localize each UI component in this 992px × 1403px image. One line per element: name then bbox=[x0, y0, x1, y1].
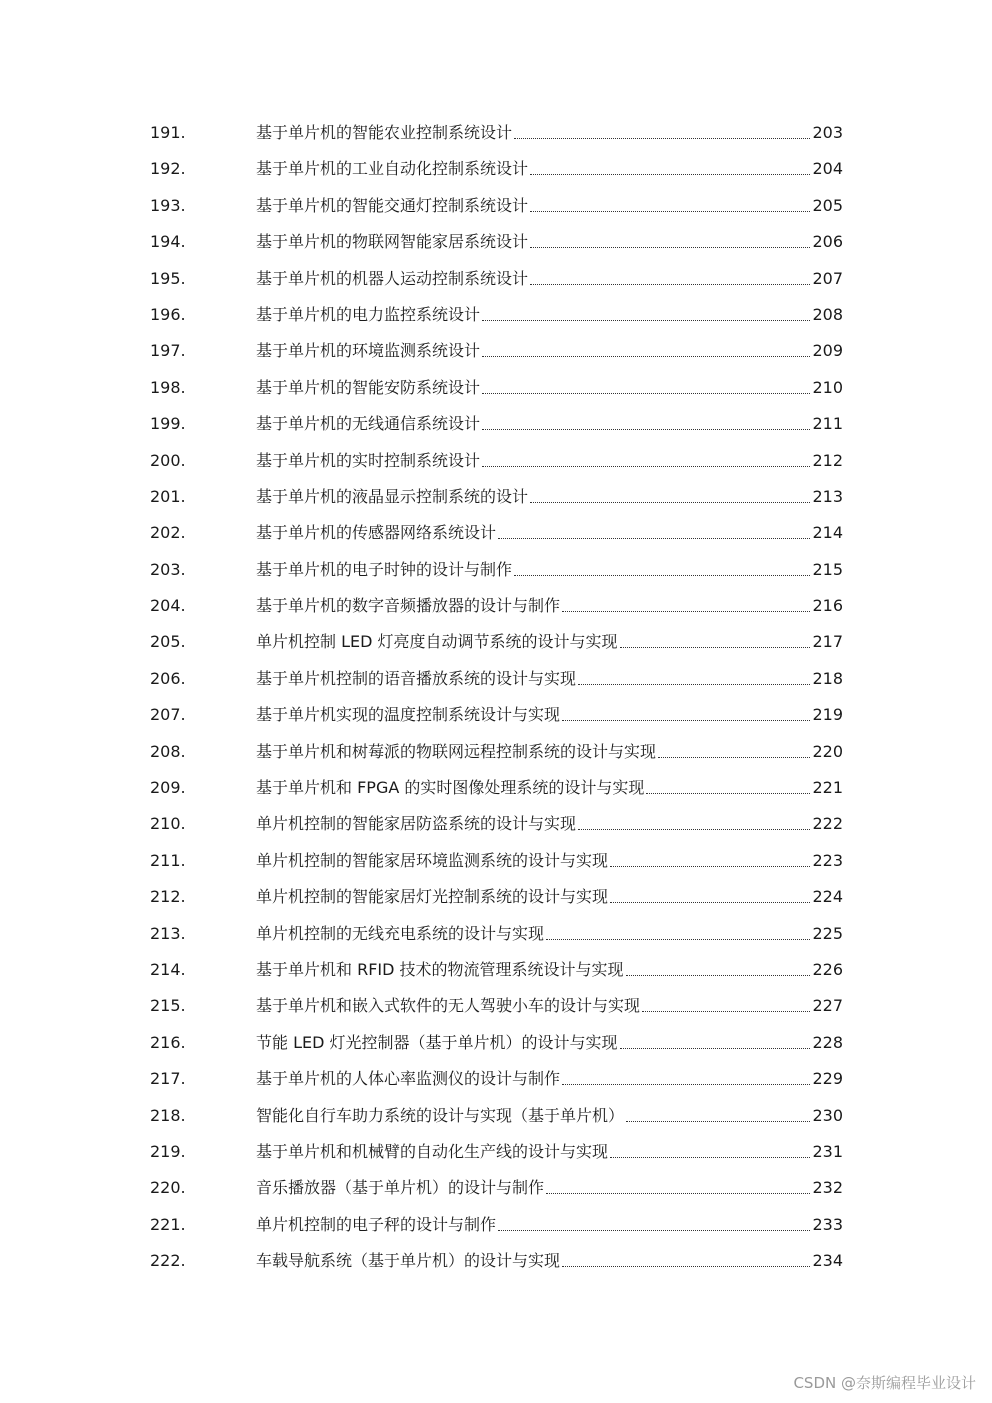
toc-entry-title: 基于单片机控制的语音播放系统的设计与实现 bbox=[256, 668, 577, 688]
toc-entry[interactable] bbox=[0, 806, 992, 842]
toc-entry-page-number: 219 bbox=[812, 705, 843, 725]
toc-entry-number: 203. bbox=[150, 559, 186, 579]
toc-entry-title: 单片机控制的智能家居环境监测系统的设计与实现 bbox=[256, 850, 609, 870]
toc-entry-title: 单片机控制的无线充电系统的设计与实现 bbox=[256, 923, 545, 943]
toc-entry[interactable] bbox=[0, 661, 992, 697]
dot-leader bbox=[610, 902, 810, 903]
toc-entry-number: 217. bbox=[150, 1069, 186, 1089]
toc-entry-title: 车载导航系统（基于单片机）的设计与实现 bbox=[256, 1251, 561, 1271]
toc-entry-number: 219. bbox=[150, 1141, 186, 1161]
toc-entry[interactable] bbox=[0, 734, 992, 770]
toc-entry-title: 智能化自行车助力系统的设计与实现（基于单片机） bbox=[256, 1105, 625, 1125]
toc-entry[interactable] bbox=[0, 151, 992, 187]
toc-entry-number: 220. bbox=[150, 1178, 186, 1198]
dot-leader bbox=[642, 1011, 810, 1012]
toc-entry-page-number: 214 bbox=[812, 523, 843, 543]
toc-entry-page-number: 209 bbox=[812, 341, 843, 361]
toc-entry-page-number: 228 bbox=[812, 1032, 843, 1052]
toc-entry-line bbox=[256, 340, 843, 362]
toc-entry[interactable] bbox=[0, 370, 992, 406]
toc-entry-title: 节能 LED 灯光控制器（基于单片机）的设计与实现 bbox=[256, 1032, 618, 1052]
dot-leader bbox=[514, 575, 810, 576]
toc-entry-title: 基于单片机的环境监测系统设计 bbox=[256, 341, 481, 361]
toc-entry-title: 单片机控制的智能家居防盗系统的设计与实现 bbox=[256, 814, 577, 834]
toc-entry-title: 基于单片机的实时控制系统设计 bbox=[256, 450, 481, 470]
toc-entry[interactable] bbox=[0, 515, 992, 551]
toc-entry-line bbox=[256, 377, 843, 399]
toc-entry-page-number: 216 bbox=[812, 596, 843, 616]
table-of-contents bbox=[0, 115, 992, 1280]
dot-leader bbox=[626, 1121, 810, 1122]
toc-entry-page-number: 203 bbox=[812, 123, 843, 142]
dot-leader bbox=[530, 174, 810, 175]
toc-entry-number: 207. bbox=[150, 705, 186, 725]
toc-entry-number: 196. bbox=[150, 304, 186, 324]
toc-entry-line bbox=[256, 1214, 843, 1236]
toc-entry-title: 基于单片机和 RFID 技术的物流管理系统设计与实现 bbox=[256, 959, 624, 979]
toc-entry-line bbox=[256, 813, 843, 835]
toc-entry-title: 单片机控制的电子秤的设计与制作 bbox=[256, 1214, 497, 1234]
toc-entry-page-number: 226 bbox=[812, 959, 843, 979]
toc-entry-line bbox=[256, 304, 843, 326]
dot-leader bbox=[498, 1230, 810, 1231]
toc-entry[interactable] bbox=[0, 1243, 992, 1279]
toc-entry-number: 197. bbox=[150, 341, 186, 361]
toc-entry-page-number: 230 bbox=[812, 1105, 843, 1125]
toc-entry-line bbox=[256, 923, 843, 945]
toc-entry-line bbox=[256, 413, 843, 435]
watermark: CSDN @奈斯编程毕业设计 bbox=[793, 1374, 976, 1392]
toc-entry-number: 206. bbox=[150, 668, 186, 688]
toc-entry-page-number: 205 bbox=[812, 195, 843, 215]
toc-entry-number: 211. bbox=[150, 850, 186, 870]
toc-entry-page-number: 215 bbox=[812, 559, 843, 579]
toc-entry[interactable] bbox=[0, 588, 992, 624]
toc-entry-title: 基于单片机的人体心率监测仪的设计与制作 bbox=[256, 1069, 561, 1089]
toc-entry-page-number: 231 bbox=[812, 1141, 843, 1161]
dot-leader bbox=[530, 502, 810, 503]
toc-entry-number: 204. bbox=[150, 596, 186, 616]
dot-leader bbox=[658, 757, 810, 758]
toc-entry-title: 单片机控制 LED 灯亮度自动调节系统的设计与实现 bbox=[256, 632, 618, 652]
toc-entry-title: 基于单片机的液晶显示控制系统的设计 bbox=[256, 486, 529, 506]
toc-entry-number: 216. bbox=[150, 1032, 186, 1052]
dot-leader bbox=[620, 647, 811, 648]
toc-entry-title: 基于单片机的电力监控系统设计 bbox=[256, 304, 481, 324]
toc-entry-line bbox=[256, 668, 843, 690]
toc-entry-number: 221. bbox=[150, 1214, 186, 1234]
toc-entry[interactable] bbox=[0, 479, 992, 515]
toc-entry-title: 基于单片机的无线通信系统设计 bbox=[256, 414, 481, 434]
dot-leader bbox=[482, 466, 810, 467]
toc-entry-number: 195. bbox=[150, 268, 186, 288]
toc-entry-number: 198. bbox=[150, 377, 186, 397]
toc-entry-line bbox=[256, 1105, 843, 1127]
toc-entry-number: 191. bbox=[150, 123, 186, 142]
toc-entry[interactable] bbox=[0, 1170, 992, 1206]
toc-entry-page-number: 234 bbox=[812, 1251, 843, 1271]
dot-leader bbox=[482, 393, 810, 394]
toc-entry-number: 212. bbox=[150, 887, 186, 907]
toc-entry-line bbox=[256, 959, 843, 981]
toc-entry-number: 201. bbox=[150, 486, 186, 506]
dot-leader bbox=[498, 538, 810, 539]
toc-entry-title: 基于单片机的传感器网络系统设计 bbox=[256, 523, 497, 543]
toc-entry-line bbox=[256, 231, 843, 253]
toc-entry-page-number: 206 bbox=[812, 232, 843, 252]
toc-entry-number: 213. bbox=[150, 923, 186, 943]
toc-entry-title: 基于单片机的电子时钟的设计与制作 bbox=[256, 559, 513, 579]
toc-entry-number: 214. bbox=[150, 959, 186, 979]
toc-entry-line bbox=[256, 886, 843, 908]
toc-entry-page-number: 210 bbox=[812, 377, 843, 397]
toc-entry[interactable] bbox=[0, 1207, 992, 1243]
toc-entry[interactable] bbox=[0, 770, 992, 806]
dot-leader bbox=[578, 684, 810, 685]
toc-entry-number: 192. bbox=[150, 159, 186, 179]
dot-leader bbox=[562, 611, 810, 612]
toc-entry-line bbox=[256, 486, 843, 508]
toc-entry-line bbox=[256, 268, 843, 290]
toc-entry-line bbox=[256, 995, 843, 1017]
toc-entry-number: 193. bbox=[150, 195, 186, 215]
toc-entry[interactable] bbox=[0, 843, 992, 879]
toc-entry-title: 单片机控制的智能家居灯光控制系统的设计与实现 bbox=[256, 887, 609, 907]
dot-leader bbox=[530, 211, 810, 212]
toc-entry-line bbox=[256, 158, 843, 180]
toc-entry-title: 基于单片机的智能农业控制系统设计 bbox=[256, 123, 513, 142]
dot-leader bbox=[482, 320, 810, 321]
toc-entry-number: 194. bbox=[150, 232, 186, 252]
toc-entry-number: 208. bbox=[150, 741, 186, 761]
toc-entry-page-number: 213 bbox=[812, 486, 843, 506]
toc-entry-page-number: 229 bbox=[812, 1069, 843, 1089]
dot-leader bbox=[562, 1266, 810, 1267]
toc-entry-line bbox=[256, 1068, 843, 1090]
toc-entry-line bbox=[256, 122, 843, 144]
toc-entry[interactable] bbox=[0, 1134, 992, 1170]
toc-entry-title: 基于单片机的数字音频播放器的设计与制作 bbox=[256, 596, 561, 616]
toc-entry-number: 210. bbox=[150, 814, 186, 834]
toc-entry-line bbox=[256, 1177, 843, 1199]
toc-entry-page-number: 212 bbox=[812, 450, 843, 470]
toc-entry-page-number: 224 bbox=[812, 887, 843, 907]
toc-entry-title: 基于单片机的智能安防系统设计 bbox=[256, 377, 481, 397]
dot-leader bbox=[546, 1193, 810, 1194]
toc-entry[interactable] bbox=[0, 552, 992, 588]
dot-leader bbox=[610, 1157, 810, 1158]
toc-entry-page-number: 211 bbox=[812, 414, 843, 434]
toc-entry-title: 基于单片机的物联网智能家居系统设计 bbox=[256, 232, 529, 252]
toc-entry-page-number: 207 bbox=[812, 268, 843, 288]
toc-entry-number: 199. bbox=[150, 414, 186, 434]
toc-entry-page-number: 225 bbox=[812, 923, 843, 943]
toc-entry[interactable] bbox=[0, 297, 992, 333]
toc-entry[interactable] bbox=[0, 697, 992, 733]
dot-leader bbox=[620, 1048, 811, 1049]
toc-entry-line bbox=[256, 631, 843, 653]
toc-entry[interactable] bbox=[0, 879, 992, 915]
toc-entry[interactable] bbox=[0, 1061, 992, 1097]
toc-entry-number: 205. bbox=[150, 632, 186, 652]
toc-entry[interactable] bbox=[0, 115, 992, 151]
toc-entry-line bbox=[256, 741, 843, 763]
toc-entry-number: 209. bbox=[150, 778, 186, 798]
dot-leader bbox=[514, 138, 810, 139]
toc-entry-page-number: 232 bbox=[812, 1178, 843, 1198]
toc-entry-page-number: 227 bbox=[812, 996, 843, 1016]
toc-entry[interactable] bbox=[0, 624, 992, 660]
toc-entry[interactable] bbox=[0, 952, 992, 988]
toc-entry-line bbox=[256, 1141, 843, 1163]
toc-entry[interactable] bbox=[0, 443, 992, 479]
toc-entry-number: 222. bbox=[150, 1251, 186, 1271]
dot-leader bbox=[578, 829, 810, 830]
dot-leader bbox=[646, 793, 810, 794]
toc-entry-line bbox=[256, 777, 843, 799]
toc-entry-line bbox=[256, 195, 843, 217]
toc-entry-page-number: 233 bbox=[812, 1214, 843, 1234]
toc-entry[interactable] bbox=[0, 406, 992, 442]
dot-leader bbox=[482, 356, 810, 357]
toc-entry-page-number: 218 bbox=[812, 668, 843, 688]
toc-entry-page-number: 220 bbox=[812, 741, 843, 761]
toc-entry-title: 基于单片机实现的温度控制系统设计与实现 bbox=[256, 705, 561, 725]
toc-entry-title: 基于单片机的工业自动化控制系统设计 bbox=[256, 159, 529, 179]
toc-entry[interactable] bbox=[0, 333, 992, 369]
toc-entry-title: 基于单片机和树莓派的物联网远程控制系统的设计与实现 bbox=[256, 741, 657, 761]
toc-entry-number: 200. bbox=[150, 450, 186, 470]
toc-entry-title: 基于单片机的机器人运动控制系统设计 bbox=[256, 268, 529, 288]
toc-entry-line bbox=[256, 1032, 843, 1054]
toc-entry-page-number: 208 bbox=[812, 304, 843, 324]
toc-entry-title: 音乐播放器（基于单片机）的设计与制作 bbox=[256, 1178, 545, 1198]
toc-entry-line bbox=[256, 704, 843, 726]
dot-leader bbox=[626, 975, 811, 976]
toc-entry-number: 202. bbox=[150, 523, 186, 543]
toc-entry[interactable] bbox=[0, 988, 992, 1024]
dot-leader bbox=[530, 247, 810, 248]
toc-entry-title: 基于单片机和 FPGA 的实时图像处理系统的设计与实现 bbox=[256, 778, 645, 798]
dot-leader bbox=[546, 939, 810, 940]
dot-leader bbox=[482, 429, 810, 430]
toc-entry-page-number: 223 bbox=[812, 850, 843, 870]
toc-entry-line bbox=[256, 1250, 843, 1272]
toc-entry-line bbox=[256, 595, 843, 617]
dot-leader bbox=[562, 720, 810, 721]
toc-entry-page-number: 221 bbox=[812, 778, 843, 798]
toc-entry-title: 基于单片机和嵌入式软件的无人驾驶小车的设计与实现 bbox=[256, 996, 641, 1016]
toc-entry-page-number: 222 bbox=[812, 814, 843, 834]
dot-leader bbox=[562, 1084, 810, 1085]
toc-entry-page-number: 217 bbox=[812, 632, 843, 652]
toc-entry-line bbox=[256, 522, 843, 544]
toc-entry[interactable] bbox=[0, 1025, 992, 1061]
dot-leader bbox=[610, 866, 810, 867]
toc-entry-number: 215. bbox=[150, 996, 186, 1016]
toc-entry-line bbox=[256, 559, 843, 581]
toc-entry[interactable] bbox=[0, 261, 992, 297]
toc-entry-line bbox=[256, 450, 843, 472]
toc-entry-page-number: 204 bbox=[812, 159, 843, 179]
toc-entry[interactable] bbox=[0, 916, 992, 952]
toc-entry-line bbox=[256, 850, 843, 872]
toc-entry[interactable] bbox=[0, 1098, 992, 1134]
dot-leader bbox=[530, 284, 810, 285]
toc-entry[interactable] bbox=[0, 224, 992, 260]
toc-entry[interactable] bbox=[0, 188, 992, 224]
toc-entry-title: 基于单片机的智能交通灯控制系统设计 bbox=[256, 195, 529, 215]
toc-entry-number: 218. bbox=[150, 1105, 186, 1125]
toc-entry-title: 基于单片机和机械臂的自动化生产线的设计与实现 bbox=[256, 1141, 609, 1161]
